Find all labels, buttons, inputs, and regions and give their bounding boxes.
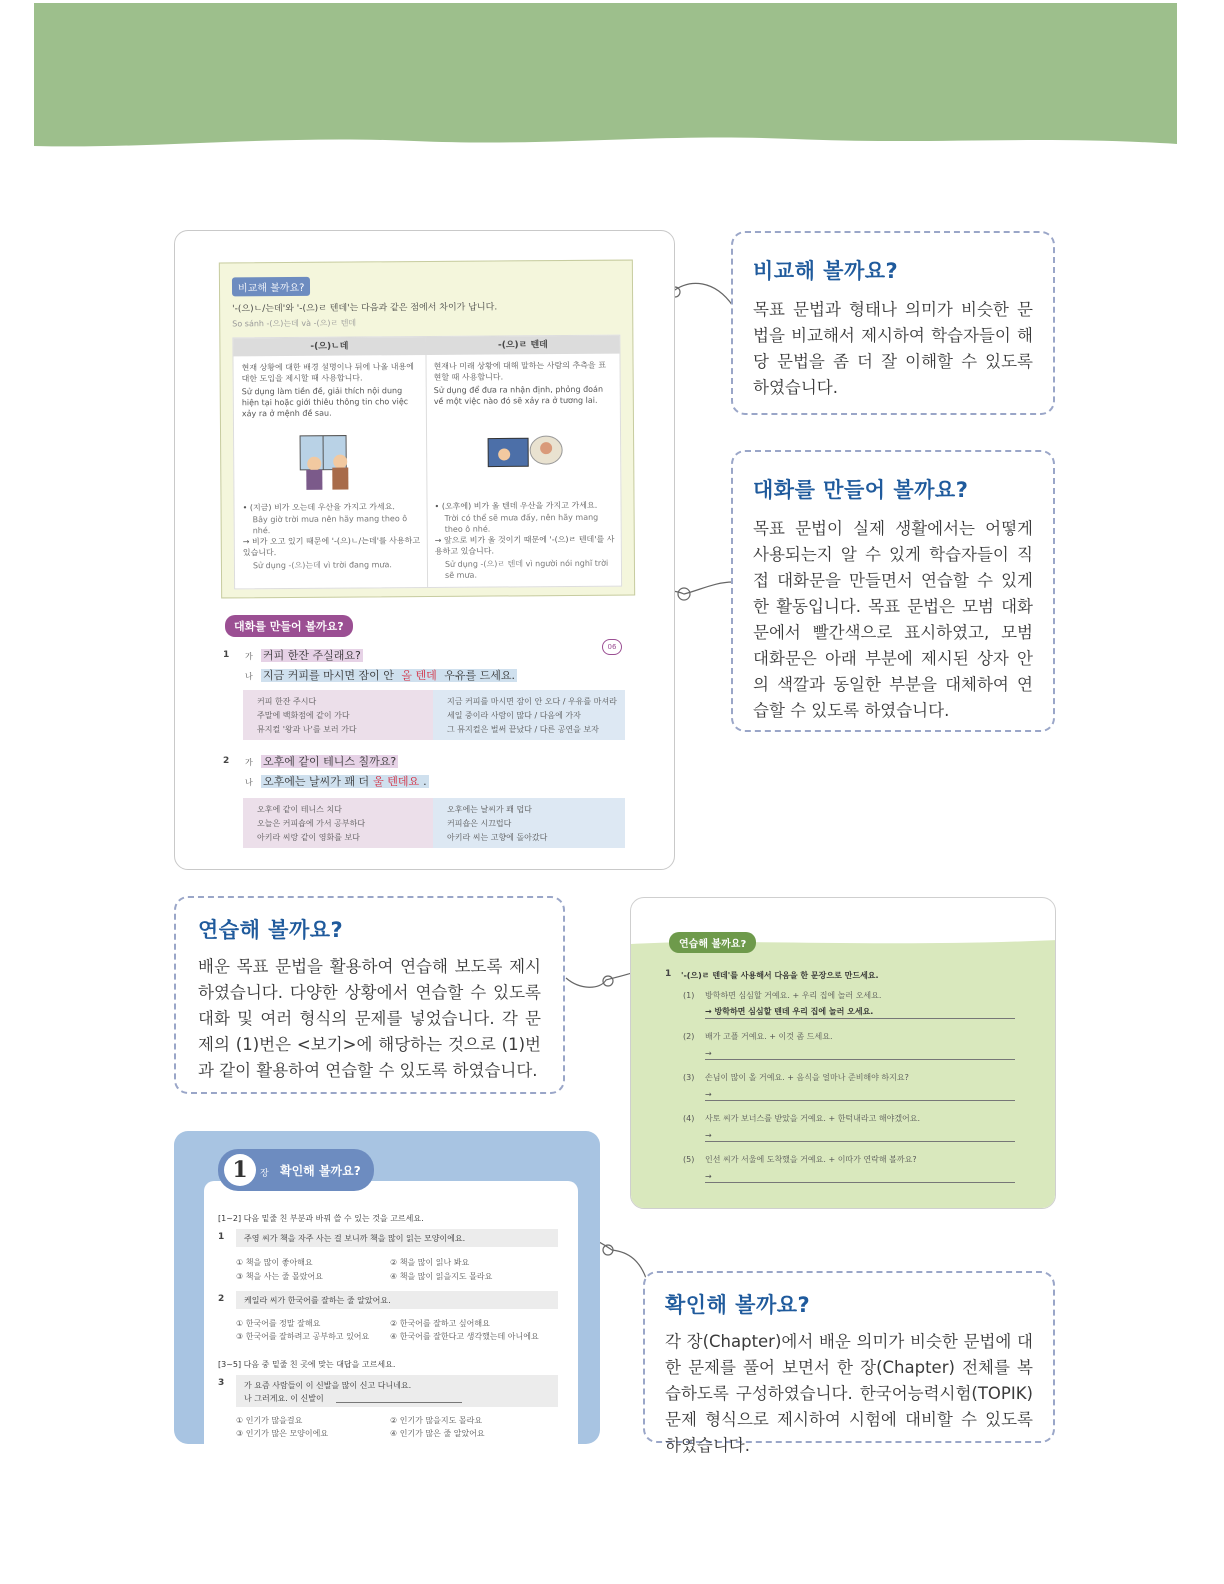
dialogue-box2-left-1: 오후에 같이 테니스 치다 — [257, 805, 342, 814]
dialogue-q2-b: 오후에는 날씨가 꽤 더 울 텐데요 . — [263, 775, 427, 788]
rain-window-illustration — [296, 433, 366, 491]
dialogue-q1-b: 지금 커피를 마시면 잠이 안 올 텐데 우유를 드세요. — [263, 669, 515, 682]
practice-instruction: '-(으)ㄹ 텐데'를 사용해서 다음을 한 문장으로 만드세요. — [681, 971, 879, 980]
chapter-badge — [218, 1149, 374, 1191]
compare-right-example: • (오후에) 비가 올 텐데 우산을 가지고 가세요. — [434, 500, 598, 511]
compare-right-example-vi: Trời có thể sẽ mưa đấy, nên hãy mang theo ô nhé. — [444, 512, 599, 534]
review-q3-opt-4: ④ 인기가 많은 줄 알았어요 — [390, 1429, 485, 1438]
review-q3-opt-1: ① 인기가 많을걸요 — [236, 1416, 303, 1425]
compare-box — [219, 260, 635, 599]
practice-tag: 연습해 볼까요? — [669, 932, 756, 953]
callout-compare-title: 비교해 볼까요? — [753, 259, 899, 283]
dialogue-box-1 — [243, 690, 625, 740]
review-q2-opt-4: ④ 한국어를 잘한다고 생각했는데 아니에요 — [390, 1332, 539, 1341]
compare-left-example-vi: Bây giờ trời mưa nên hãy mang theo ô nhé. — [252, 514, 408, 536]
dialogue-box1-left-1: 커피 한잔 주시다 — [257, 697, 317, 706]
dialogue-box1-right-1: 지금 커피를 마시면 잠이 안 오다 / 우유를 마셔라 — [447, 697, 617, 706]
compare-col-right: -(으)ㄹ 텐데 — [497, 340, 548, 351]
audio-track-badge — [602, 639, 622, 655]
dialogue-q1-a-label: 가 — [245, 652, 253, 661]
dialogue-box2-right-2: 커피숍은 시끄럽다 — [447, 819, 512, 828]
header-banner — [34, 3, 1177, 153]
practice-item-1-text: 방학하면 심심할 거예요. + 우리 집에 놀러 오세요. — [705, 991, 882, 1000]
callout-dialogue-body: 목표 문법이 실제 생활에서는 어떻게 사용되는지 알 수 있게 학습자들이 직접 대화문을 만들면서 연습할 수 있게 한 활동입니다. 목표 문법은 모범 대화문에서 빨간색으로 표시하였고, 모범 대화문은 아래 부분에 제시된 상자 안의 색깔과 동일한 부분을 대체하여 연습할 수 있도록 하였습니다. — [753, 519, 1033, 720]
practice-page — [630, 897, 1056, 1209]
review-q1-opt-1: ① 책을 많이 좋아해요 — [236, 1258, 313, 1267]
dialogue-box1-left-2: 주말에 백화점에 같이 가다 — [257, 711, 350, 720]
review-q1-number: 1 — [218, 1232, 225, 1242]
review-q2-number: 2 — [218, 1294, 225, 1304]
dialogue-q1-b-label: 나 — [245, 672, 253, 681]
dialogue-q1-number: 1 — [223, 650, 230, 660]
compare-table — [232, 335, 622, 590]
compare-right-note-vi: Sử dụng -(으)ㄹ 텐데 vì người nói nghĩ trời sẽ mưa. — [444, 558, 609, 580]
callout-compare-body: 목표 문법과 형태나 의미가 비슷한 문법을 비교해서 제시하여 학습자들이 해당 문법을 좀 더 잘 이해할 수 있도록 하였습니다. — [753, 300, 1033, 397]
dialogue-q2-a-label: 가 — [245, 758, 253, 767]
review-q1-opt-3: ③ 책을 사는 줄 몰랐어요 — [236, 1272, 323, 1281]
chapter-number: 1 — [232, 1157, 248, 1183]
dialogue-box2-right-1: 오후에는 날씨가 꽤 덥다 — [447, 805, 532, 814]
review-q3-opt-2: ② 인기가 많을지도 몰라요 — [390, 1416, 483, 1425]
chapter-suffix: 장 — [260, 1169, 269, 1179]
compare-left-example: • (지금) 비가 오는데 우산을 가지고 가세요. — [242, 502, 395, 513]
practice-item-1-answer: → 방학하면 심심할 텐데 우리 집에 놀러 오세요. — [705, 1007, 874, 1016]
review-q2-opt-2: ② 한국어를 잘하고 싶어해요 — [390, 1319, 490, 1328]
review-q1-text: 주영 씨가 책을 자주 사는 걸 보니까 책을 많이 읽는 모양이에요. — [244, 1234, 466, 1243]
dialogue-q2-a: 오후에 같이 테니스 칠까요? — [263, 755, 397, 768]
compare-tag: 비교해 볼까요? — [232, 277, 311, 297]
dialogue-box1-right-3: 그 뮤지컬은 벌써 끝났다 / 다른 공연을 보자 — [447, 725, 599, 734]
practice-item-3-answer: → — [705, 1090, 712, 1099]
review-q3-opt-3: ③ 인기가 많은 모양이에요 — [236, 1429, 329, 1438]
review-q2-opt-3: ③ 한국어를 잘하려고 공부하고 있어요 — [236, 1332, 370, 1341]
dialogue-box2-left-3: 아키라 씨랑 같이 영화를 보다 — [257, 833, 360, 842]
callout-practice-title: 연습해 볼까요? — [198, 918, 344, 942]
practice-item-2-answer: → — [705, 1049, 712, 1058]
compare-dialogue-page — [174, 230, 675, 870]
dialogue-box2-right-3: 아키라 씨는 고향에 돌아갔다 — [447, 833, 548, 842]
dialogue-box-2 — [243, 798, 625, 848]
review-section-1: [1~2] 다음 밑줄 친 부분과 바꿔 쓸 수 있는 것을 고르세요. — [218, 1214, 424, 1223]
review-tag: 확인해 볼까요? — [280, 1164, 361, 1178]
practice-q-number: 1 — [665, 969, 672, 979]
review-q3-number: 3 — [218, 1378, 225, 1388]
practice-item-5-number: (5) — [683, 1155, 695, 1164]
practice-item-2-text: 배가 고플 거예요. + 이것 좀 드세요. — [705, 1032, 833, 1041]
compare-right-desc: 현재나 미래 상황에 대해 말하는 사람의 추측을 표현할 때 사용합니다. — [433, 360, 606, 382]
compare-left-note: → 비가 오고 있기 때문에 '-(으)ㄴ/는데'를 사용하고 있습니다. — [242, 536, 421, 558]
practice-item-1-number: (1) — [683, 991, 695, 1000]
compare-right-note: → 앞으로 비가 올 것이기 때문에 '-(으)ㄹ 텐데'를 사용하고 있습니다. — [434, 534, 615, 556]
review-q1-opt-2: ② 책을 많이 읽나 봐요 — [390, 1258, 470, 1267]
practice-item-5-text: 인선 씨가 서울에 도착했을 거예요. + 이따가 연락해 볼까요? — [705, 1155, 917, 1164]
compare-intro: '-(으)ㄴ/는데'와 '-(으)ㄹ 텐데'는 다음과 같은 점에서 차이가 납니다. — [232, 302, 498, 315]
review-q1-opt-4: ④ 책을 많이 읽을지도 몰라요 — [390, 1272, 493, 1281]
forecast-illustration — [486, 432, 566, 473]
review-section-2: [3~5] 다음 중 밑줄 친 곳에 맞는 대답을 고르세요. — [218, 1360, 396, 1369]
review-q3-b: 나 그러게요. 이 신발이 — [244, 1394, 324, 1403]
callout-compare — [731, 231, 1055, 415]
callout-review-body: 각 장(Chapter)에서 배운 의미가 비슷한 문법에 대한 문제를 풀어 보면서 한 장(Chapter) 전체를 복습하도록 구성하였습니다. 한국어능력시험(TOPIK) 문제 형식으로 제시하여 시험에 대비할 수 있도록 하였습니다. — [665, 1332, 1033, 1455]
review-q3-a: 가 요즘 사람들이 이 신발을 많이 신고 다니네요. — [244, 1381, 412, 1390]
practice-item-4-answer: → — [705, 1131, 712, 1140]
practice-item-3-text: 손님이 많이 올 거예요. + 음식을 얼마나 준비해야 하지요? — [705, 1073, 909, 1082]
review-q2-text: 케일라 씨가 한국어를 잘하는 줄 알았어요. — [244, 1296, 391, 1305]
practice-item-2-number: (2) — [683, 1032, 695, 1041]
callout-dialogue — [731, 450, 1055, 732]
callout-practice-body: 배운 목표 문법을 활용하여 연습해 보도록 제시하였습니다. 다양한 상황에서 연습할 수 있도록 대화 및 여러 형식의 문제를 넣었습니다. 각 문제의 (1)번은 <보기>에 해당하는 것으로 (1)번과 같이 활용하여 연습할 수 있도록 하였습니다. — [198, 957, 541, 1080]
compare-col-left: -(으)ㄴ데 — [310, 341, 349, 352]
review-page — [174, 1131, 600, 1444]
compare-left-note-vi: Sử dụng -(으)는데 vì trời đang mưa. — [252, 560, 392, 571]
dialogue-q2-b-label: 나 — [245, 778, 253, 787]
practice-item-5-answer: → — [705, 1172, 712, 1181]
callout-review-title: 확인해 볼까요? — [665, 1293, 811, 1317]
practice-item-4-number: (4) — [683, 1114, 695, 1123]
chapter-circle — [224, 1154, 256, 1186]
audio-track-number: 06 — [607, 643, 617, 651]
practice-item-4-text: 사토 씨가 보너스를 받았을 거예요. + 한턱내라고 해야겠어요. — [705, 1114, 921, 1123]
review-q2-opt-1: ① 한국어를 정말 잘해요 — [236, 1319, 321, 1328]
practice-item-3-number: (3) — [683, 1073, 695, 1082]
dialogue-box2-left-2: 오늘은 커피숍에 가서 공부하다 — [257, 819, 366, 828]
dialogue-box1-right-2: 세일 중이라 사람이 많다 / 다음에 가자 — [447, 711, 581, 720]
dialogue-tag: 대화를 만들어 볼까요? — [225, 615, 353, 637]
callout-practice — [174, 896, 565, 1094]
compare-left-desc-vi: Sử dụng làm tiền đề, giải thích nội dung hiện tại hoặc giới thiêu thông tin cho việc xảy ra ở mệnh đề sau. — [241, 386, 409, 419]
compare-right-desc-vi: Sử dụng để đưa ra nhận định, phỏng đoán về một việc nào đó sẽ xảy ra ở tương lai. — [433, 384, 604, 406]
dialogue-box1-left-3: 뮤지컬 '왕과 나'를 보러 가다 — [257, 725, 357, 734]
compare-left-desc: 현재 상황에 대한 배경 설명이나 뒤에 나올 내용에 대한 도입을 제시할 때 사용합니다. — [241, 362, 414, 384]
compare-intro-vi: So sánh -(으)는데 và -(으)ㄹ 텐데 — [232, 318, 357, 329]
callout-dialogue-title: 대화를 만들어 볼까요? — [753, 478, 969, 502]
callout-review — [643, 1271, 1055, 1455]
dialogue-q1-a: 커피 한잔 주실래요? — [263, 649, 361, 662]
dialogue-q2-number: 2 — [223, 756, 230, 766]
